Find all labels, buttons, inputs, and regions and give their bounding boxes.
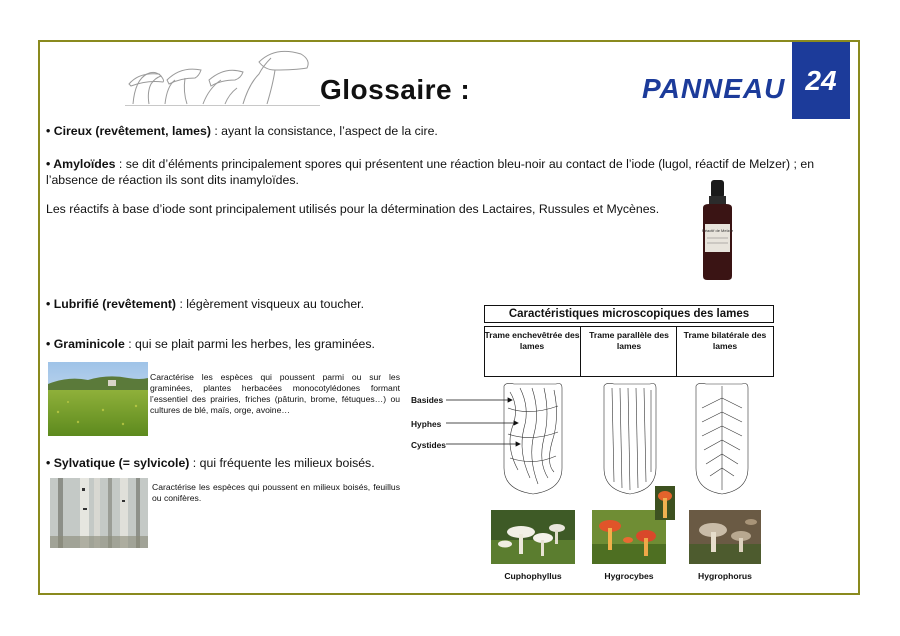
hygrocybe-small-photo — [655, 486, 675, 520]
panel-label: PANNEAU — [642, 73, 786, 104]
reagent-bottle-icon — [698, 178, 738, 282]
microscopy-title: Caractéristiques microscopiques des lames — [484, 305, 774, 323]
cuphophyllus-photo — [491, 510, 575, 564]
definition-amyloides: : se dit d’éléments principalement spores qui présentent une réaction bleu-noir au contact de l’iode (lugol, réactif de Melzer) ; en l’absence de réaction ils sont dits inamyloïdes. — [46, 157, 815, 187]
bottle-label-text: Réactif de Melzer — [701, 228, 734, 233]
mushroom-logo-icon — [125, 44, 315, 108]
term-sylvatique: • Sylvatique (= sylvicole) — [46, 456, 190, 470]
lamellae-drawings — [440, 378, 770, 500]
term-amyloides: • Amyloïdes — [46, 157, 116, 171]
label-basides: Basides — [411, 395, 444, 405]
column-header-enchevetree: Trame enchevêtrée des lames — [484, 330, 580, 351]
sylvatique-detail: Caractérise les espèces qui poussent en milieux boisés, feuillus ou conifères. — [152, 482, 400, 503]
label-cystides: Cystides — [411, 440, 446, 450]
caption-hygrocybes: Hygrocybes — [604, 571, 654, 581]
entry-lubrifie — [46, 296, 466, 312]
graminicole-detail: Caractérise les espèces qui poussent parmi ou sur les graminées, plantes herbacées monocotylédones formant l’essentiel des prairies, friches (pâturin, brome, fétuques…) ou cultures de blé, maïs, orge, avoine… — [150, 372, 400, 415]
term-graminicole: • Graminicole — [46, 337, 125, 351]
caption-cuphophyllus: Cuphophyllus — [504, 571, 562, 581]
label-hyphes: Hyphes — [411, 419, 442, 429]
definition-cireux: : ayant la consistance, l’aspect de la cire. — [210, 124, 438, 138]
caption-hygrophorus: Hygrophorus — [698, 571, 752, 581]
header-underline — [125, 105, 320, 106]
hygrophorus-photo — [689, 510, 761, 564]
definition-lubrifie: : légèrement visqueux au toucher. — [176, 297, 365, 311]
definition-sylvatique: : qui fréquente les milieux boisés. — [189, 456, 375, 470]
term-cireux: • Cireux (revêtement, lames) — [46, 124, 211, 138]
column-header-bilaterale: Trame bilatérale des lames — [683, 330, 767, 351]
page-title: Glossaire : — [320, 74, 471, 105]
reactifs-note: Les réactifs à base d’iode sont principalement utilisés pour la détermination des Lactaires, Russules et Mycènes. — [46, 202, 660, 216]
entry-cireux — [46, 123, 846, 139]
definition-graminicole: : qui se plait parmi les herbes, les graminées. — [124, 337, 375, 351]
entry-graminicole — [46, 336, 466, 352]
panel-number-badge: 24 — [792, 42, 850, 119]
trame-bilaterale-drawing — [696, 383, 748, 494]
entry-sylvatique — [46, 455, 466, 471]
forest-photo — [50, 478, 148, 548]
trame-parallele-drawing — [604, 383, 656, 494]
meadow-photo — [48, 362, 148, 436]
term-lubrifie: • Lubrifié (revêtement) — [46, 297, 177, 311]
column-header-parallele: Trame parallèle des lames — [589, 330, 669, 351]
